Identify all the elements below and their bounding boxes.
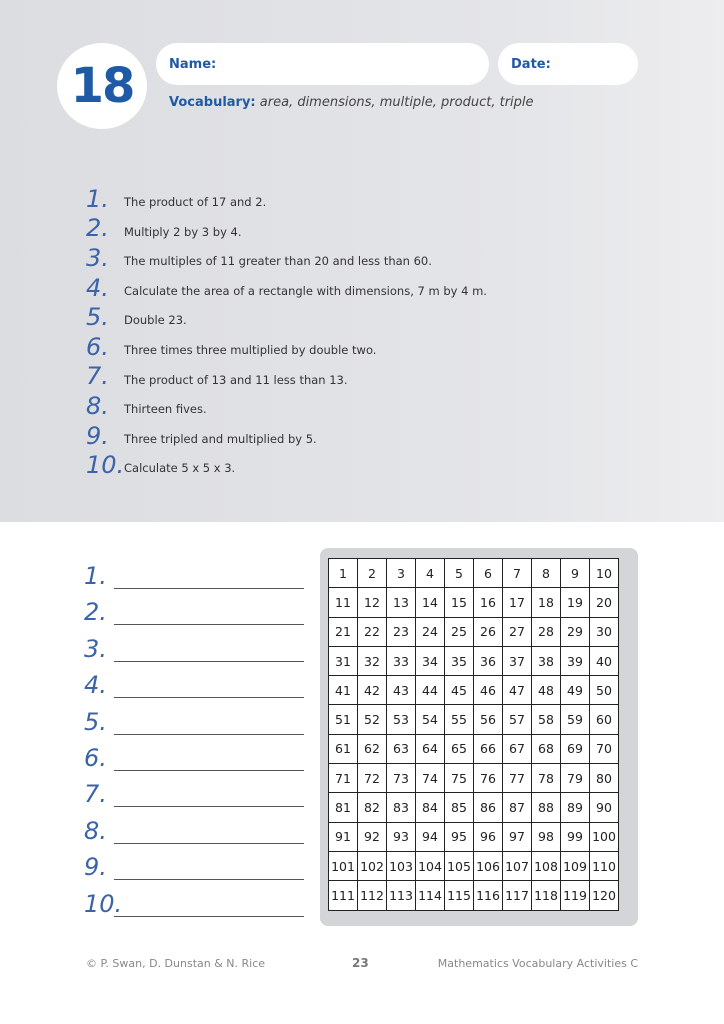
grid-cell: 48 <box>532 676 561 705</box>
answer-item <box>84 596 304 632</box>
answer-number: 2. <box>84 598 107 627</box>
question-text: Three tripled and multiplied by 5. <box>124 431 317 446</box>
answer-item <box>84 851 304 887</box>
grid-cell: 87 <box>503 793 532 822</box>
answer-number: 6. <box>84 743 107 772</box>
question-number: 9. <box>86 421 109 450</box>
grid-cell: 63 <box>387 734 416 763</box>
grid-cell: 91 <box>329 822 358 851</box>
grid-cell: 78 <box>532 764 561 793</box>
grid-cell: 8 <box>532 559 561 588</box>
answer-line[interactable] <box>114 916 304 917</box>
grid-cell: 35 <box>445 646 474 675</box>
grid-cell: 115 <box>445 881 474 910</box>
grid-cell: 19 <box>561 588 590 617</box>
grid-cell: 7 <box>503 559 532 588</box>
grid-cell: 14 <box>416 588 445 617</box>
answer-line[interactable] <box>114 879 304 880</box>
grid-cell: 49 <box>561 676 590 705</box>
grid-cell: 114 <box>416 881 445 910</box>
grid-cell: 22 <box>358 617 387 646</box>
grid-cell: 36 <box>474 646 503 675</box>
grid-cell: 118 <box>532 881 561 910</box>
question-number: 10. <box>86 451 125 480</box>
answer-item <box>84 633 304 669</box>
grid-cell: 37 <box>503 646 532 675</box>
grid-cell: 3 <box>387 559 416 588</box>
grid-cell: 117 <box>503 881 532 910</box>
grid-cell: 80 <box>590 764 619 793</box>
grid-cell: 109 <box>561 851 590 880</box>
grid-cell: 28 <box>532 617 561 646</box>
grid-cell: 60 <box>590 705 619 734</box>
grid-cell: 92 <box>358 822 387 851</box>
grid-cell: 40 <box>590 646 619 675</box>
grid-cell: 76 <box>474 764 503 793</box>
grid-cell: 98 <box>532 822 561 851</box>
grid-cell: 90 <box>590 793 619 822</box>
question-number: 2. <box>86 214 109 243</box>
question-text: Thirteen fives. <box>124 402 207 417</box>
grid-cell: 67 <box>503 734 532 763</box>
grid-cell: 73 <box>387 764 416 793</box>
grid-cell: 17 <box>503 588 532 617</box>
answer-number: 7. <box>84 780 107 809</box>
grid-cell: 38 <box>532 646 561 675</box>
number-grid <box>328 558 619 911</box>
grid-cell: 112 <box>358 881 387 910</box>
question-text: Calculate 5 x 5 x 3. <box>124 461 236 476</box>
grid-row <box>329 734 619 763</box>
page-number: 23 <box>352 956 369 970</box>
grid-cell: 102 <box>358 851 387 880</box>
question-number: 1. <box>86 184 109 213</box>
grid-cell: 51 <box>329 705 358 734</box>
grid-cell: 97 <box>503 822 532 851</box>
grid-cell: 110 <box>590 851 619 880</box>
grid-cell: 113 <box>387 881 416 910</box>
grid-cell: 23 <box>387 617 416 646</box>
question-text: The product of 13 and 11 less than 13. <box>124 372 348 387</box>
answer-number: 9. <box>84 853 107 882</box>
grid-cell: 71 <box>329 764 358 793</box>
name-field[interactable] <box>156 43 489 85</box>
grid-cell: 54 <box>416 705 445 734</box>
question-number: 6. <box>86 332 109 361</box>
grid-row <box>329 676 619 705</box>
grid-cell: 89 <box>561 793 590 822</box>
answer-line[interactable] <box>114 806 304 807</box>
grid-cell: 66 <box>474 734 503 763</box>
grid-cell: 74 <box>416 764 445 793</box>
grid-cell: 119 <box>561 881 590 910</box>
grid-cell: 85 <box>445 793 474 822</box>
grid-cell: 24 <box>416 617 445 646</box>
grid-cell: 41 <box>329 676 358 705</box>
grid-cell: 83 <box>387 793 416 822</box>
question-number: 7. <box>86 362 109 391</box>
answer-item <box>84 742 304 778</box>
grid-row <box>329 764 619 793</box>
grid-cell: 100 <box>590 822 619 851</box>
grid-cell: 72 <box>358 764 387 793</box>
grid-cell: 2 <box>358 559 387 588</box>
grid-row <box>329 705 619 734</box>
grid-cell: 81 <box>329 793 358 822</box>
grid-row <box>329 617 619 646</box>
grid-cell: 64 <box>416 734 445 763</box>
grid-cell: 56 <box>474 705 503 734</box>
question-number: 3. <box>86 243 109 272</box>
grid-cell: 103 <box>387 851 416 880</box>
grid-cell: 21 <box>329 617 358 646</box>
grid-cell: 6 <box>474 559 503 588</box>
answer-number: 4. <box>84 671 107 700</box>
answer-item <box>84 706 304 742</box>
answer-number: 8. <box>84 816 107 845</box>
answer-item <box>84 669 304 705</box>
question-text: The multiples of 11 greater than 20 and less than 60. <box>124 254 432 269</box>
vocabulary-line <box>169 95 534 110</box>
question-number: 5. <box>86 303 109 332</box>
grid-cell: 101 <box>329 851 358 880</box>
grid-cell: 30 <box>590 617 619 646</box>
grid-cell: 95 <box>445 822 474 851</box>
grid-cell: 58 <box>532 705 561 734</box>
grid-cell: 107 <box>503 851 532 880</box>
grid-cell: 34 <box>416 646 445 675</box>
grid-row <box>329 851 619 880</box>
grid-cell: 96 <box>474 822 503 851</box>
grid-cell: 105 <box>445 851 474 880</box>
answer-line[interactable] <box>114 624 304 625</box>
copyright: © P. Swan, D. Dunstan & N. Rice <box>86 957 266 970</box>
answer-line[interactable] <box>114 770 304 771</box>
grid-cell: 93 <box>387 822 416 851</box>
answer-line[interactable] <box>114 734 304 735</box>
grid-cell: 77 <box>503 764 532 793</box>
answer-number: 10. <box>84 889 123 918</box>
grid-cell: 46 <box>474 676 503 705</box>
grid-cell: 39 <box>561 646 590 675</box>
question-text: Calculate the area of a rectangle with dimensions, 7 m by 4 m. <box>124 283 487 298</box>
grid-cell: 13 <box>387 588 416 617</box>
date-field[interactable] <box>498 43 638 85</box>
grid-cell: 5 <box>445 559 474 588</box>
grid-row <box>329 822 619 851</box>
grid-cell: 25 <box>445 617 474 646</box>
grid-cell: 57 <box>503 705 532 734</box>
grid-cell: 68 <box>532 734 561 763</box>
activity-number: 18 <box>70 58 134 114</box>
answer-line[interactable] <box>114 661 304 662</box>
name-label: Name: <box>169 56 217 72</box>
grid-cell: 52 <box>358 705 387 734</box>
grid-cell: 82 <box>358 793 387 822</box>
grid-cell: 10 <box>590 559 619 588</box>
grid-cell: 9 <box>561 559 590 588</box>
grid-cell: 59 <box>561 705 590 734</box>
grid-cell: 27 <box>503 617 532 646</box>
question-text: Multiply 2 by 3 by 4. <box>124 224 242 239</box>
grid-cell: 29 <box>561 617 590 646</box>
grid-cell: 69 <box>561 734 590 763</box>
answer-line[interactable] <box>114 843 304 844</box>
grid-cell: 94 <box>416 822 445 851</box>
question-number: 4. <box>86 273 109 302</box>
grid-cell: 111 <box>329 881 358 910</box>
grid-cell: 4 <box>416 559 445 588</box>
grid-cell: 16 <box>474 588 503 617</box>
answer-number: 5. <box>84 707 107 736</box>
grid-cell: 15 <box>445 588 474 617</box>
answer-number: 3. <box>84 634 107 663</box>
vocabulary-words: area, dimensions, multiple, product, triple <box>259 95 534 110</box>
grid-cell: 31 <box>329 646 358 675</box>
grid-cell: 120 <box>590 881 619 910</box>
grid-cell: 33 <box>387 646 416 675</box>
grid-cell: 88 <box>532 793 561 822</box>
grid-cell: 43 <box>387 676 416 705</box>
grid-cell: 1 <box>329 559 358 588</box>
activity-number-badge <box>57 43 147 129</box>
grid-cell: 18 <box>532 588 561 617</box>
answer-item <box>84 778 304 814</box>
question-text: Three times three multiplied by double two. <box>124 342 377 357</box>
grid-cell: 99 <box>561 822 590 851</box>
grid-cell: 50 <box>590 676 619 705</box>
grid-cell: 108 <box>532 851 561 880</box>
book-title: Mathematics Vocabulary Activities C <box>437 957 638 970</box>
grid-cell: 104 <box>416 851 445 880</box>
grid-cell: 42 <box>358 676 387 705</box>
grid-cell: 65 <box>445 734 474 763</box>
grid-cell: 47 <box>503 676 532 705</box>
grid-cell: 26 <box>474 617 503 646</box>
grid-cell: 32 <box>358 646 387 675</box>
grid-row <box>329 559 619 588</box>
question-text: Double 23. <box>124 313 187 328</box>
grid-cell: 70 <box>590 734 619 763</box>
answer-item <box>84 888 304 924</box>
answer-item <box>84 560 304 596</box>
grid-cell: 106 <box>474 851 503 880</box>
grid-cell: 12 <box>358 588 387 617</box>
answer-number: 1. <box>84 562 107 590</box>
answer-line[interactable] <box>114 588 304 589</box>
grid-cell: 86 <box>474 793 503 822</box>
grid-row <box>329 881 619 910</box>
grid-cell: 75 <box>445 764 474 793</box>
grid-row <box>329 793 619 822</box>
grid-cell: 20 <box>590 588 619 617</box>
grid-cell: 84 <box>416 793 445 822</box>
answer-item <box>84 815 304 851</box>
grid-cell: 116 <box>474 881 503 910</box>
grid-cell: 55 <box>445 705 474 734</box>
answer-list <box>84 560 304 924</box>
grid-cell: 44 <box>416 676 445 705</box>
grid-cell: 79 <box>561 764 590 793</box>
vocabulary-label: Vocabulary: <box>169 95 256 110</box>
grid-row <box>329 646 619 675</box>
grid-cell: 45 <box>445 676 474 705</box>
grid-cell: 61 <box>329 734 358 763</box>
date-label: Date: <box>511 56 551 72</box>
grid-cell: 11 <box>329 588 358 617</box>
answer-line[interactable] <box>114 697 304 698</box>
grid-row <box>329 588 619 617</box>
grid-cell: 62 <box>358 734 387 763</box>
question-text: The product of 17 and 2. <box>124 195 267 209</box>
question-number: 8. <box>86 391 109 420</box>
grid-cell: 53 <box>387 705 416 734</box>
